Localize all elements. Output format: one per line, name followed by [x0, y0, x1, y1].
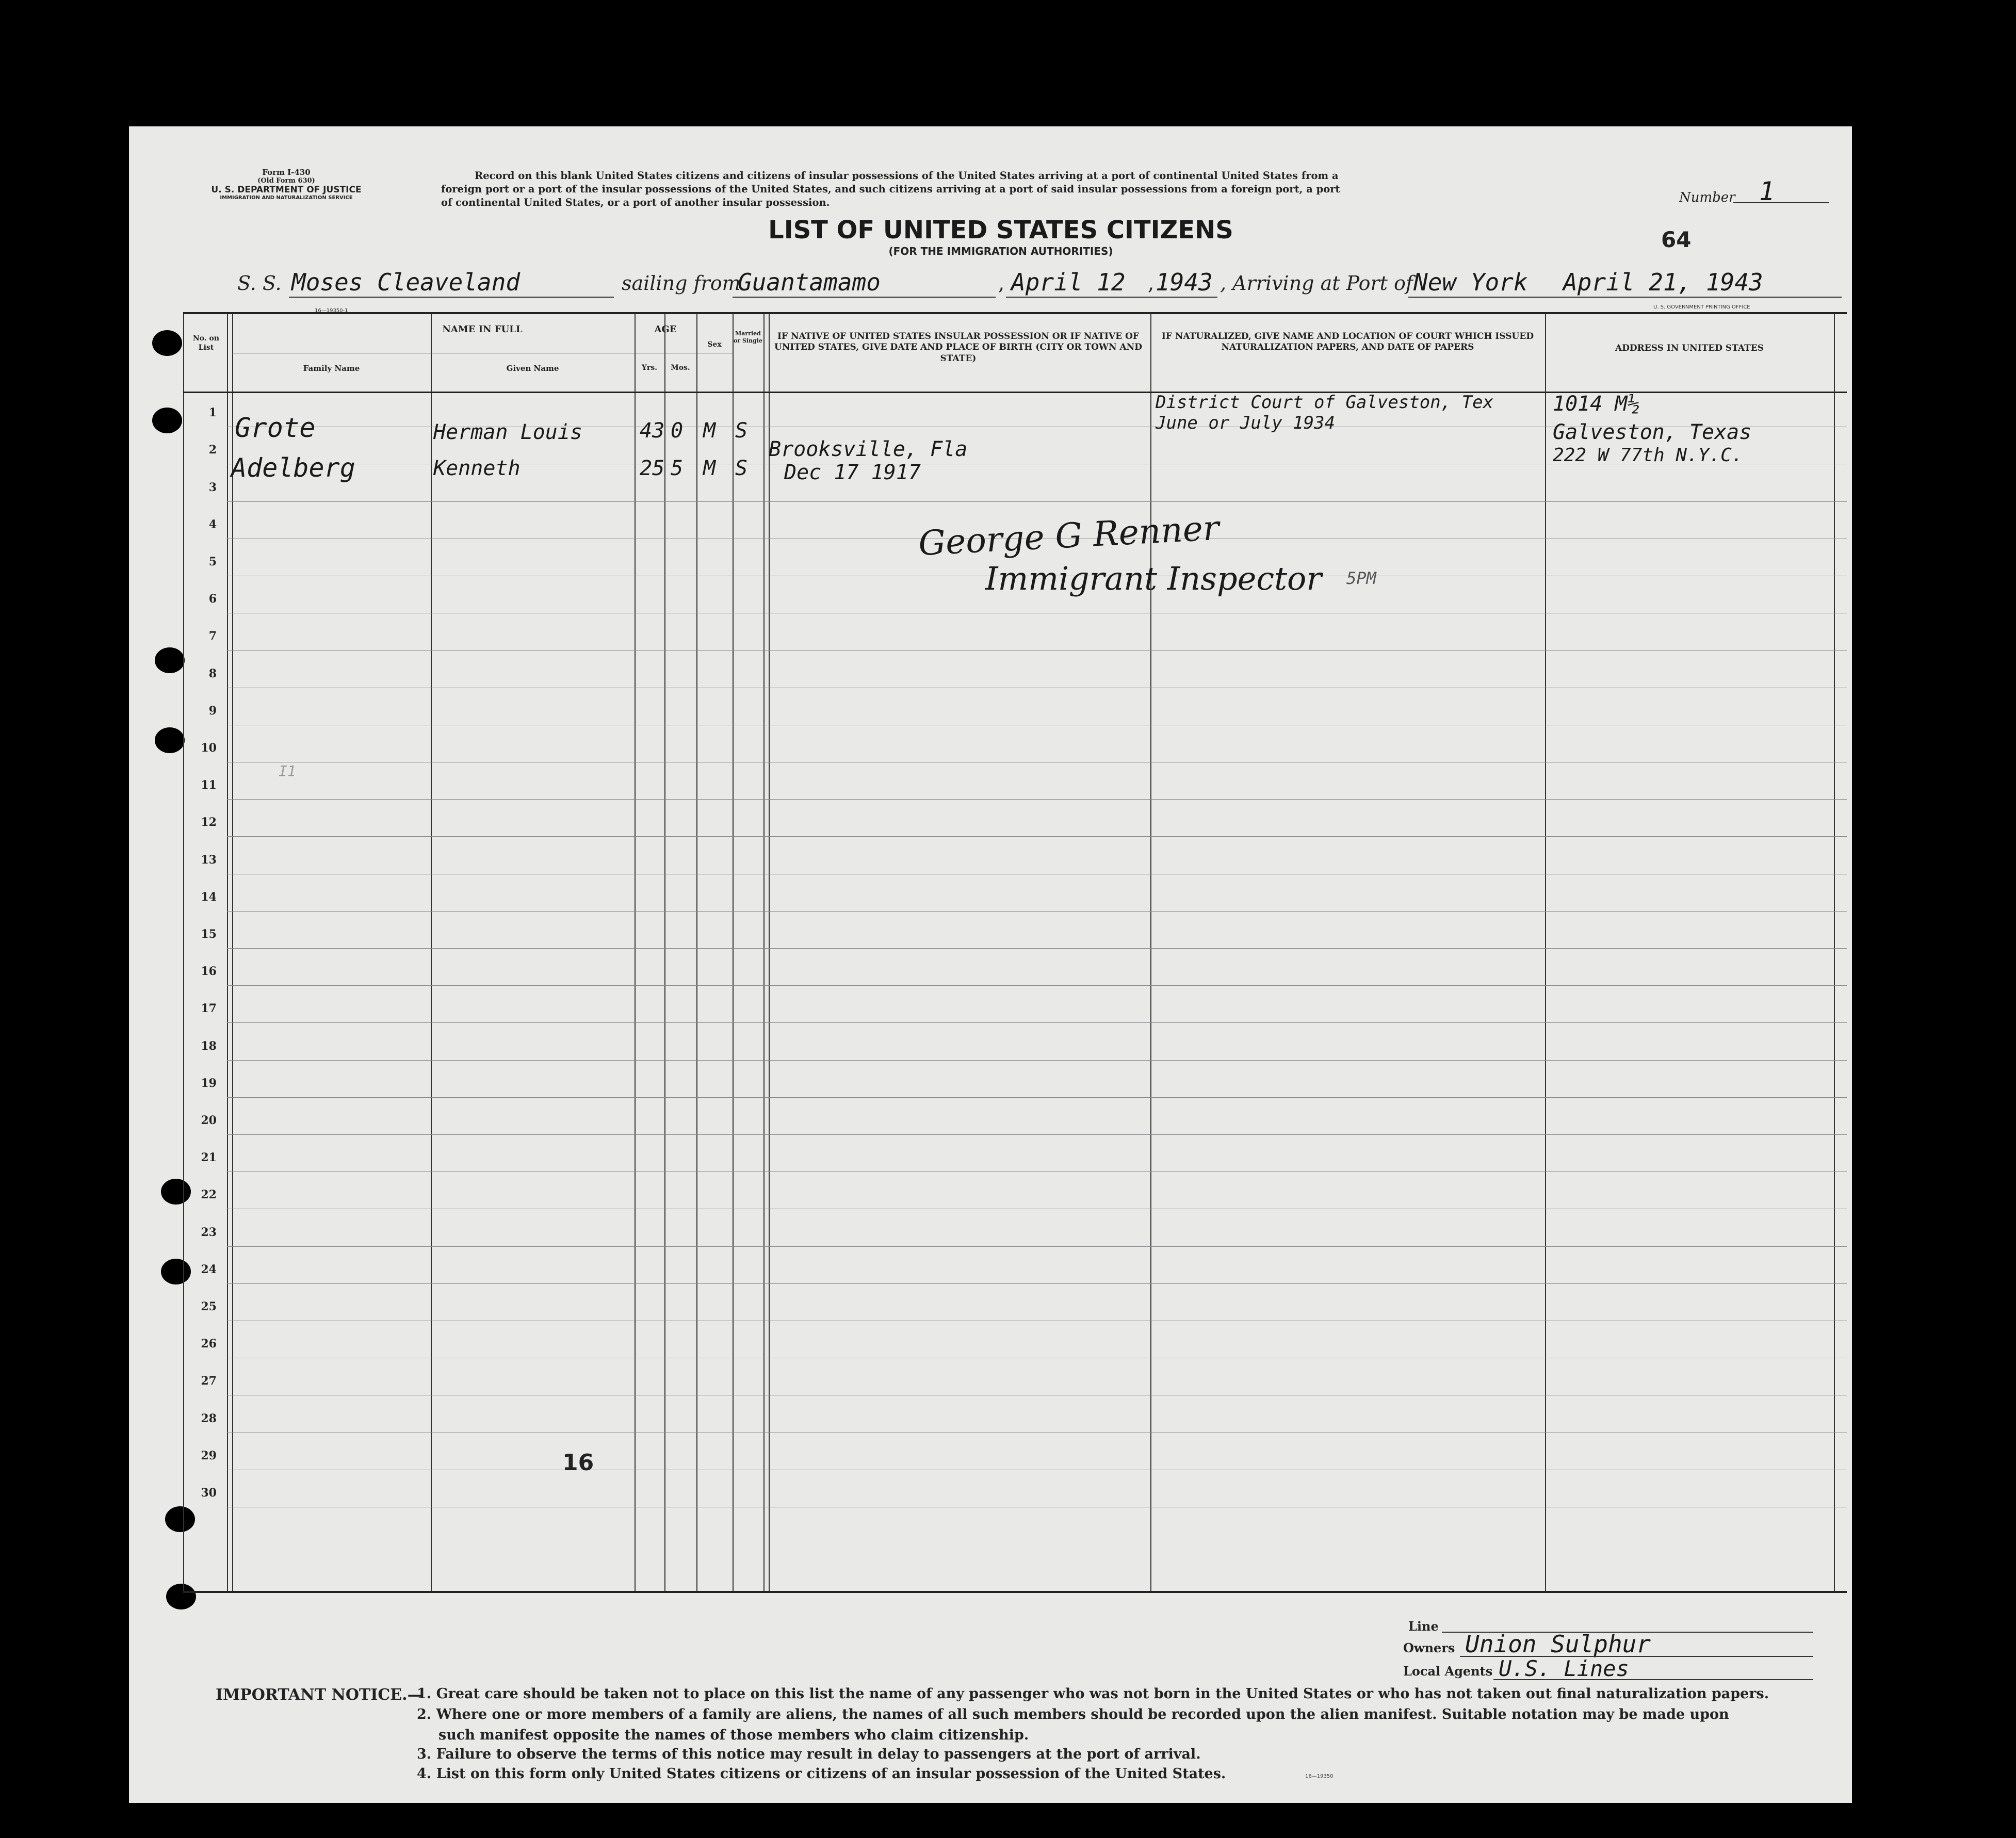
row-number: 2: [208, 443, 217, 457]
entry-2-sex: M: [703, 457, 716, 480]
row-line: [227, 1283, 1847, 1284]
column-divider: [769, 314, 770, 1591]
row-number: 13: [201, 853, 217, 867]
entry-1-naturalization-1: District Court of Galveston, Tex: [1156, 392, 1494, 413]
column-divider: [183, 314, 184, 1591]
notice-heading: IMPORTANT NOTICE.—: [216, 1686, 423, 1704]
department: U. S. DEPARTMENT OF JUSTICE: [211, 185, 362, 195]
margin-note: I1: [279, 762, 296, 779]
header-no-on-list: No. on List: [192, 334, 220, 352]
departure-underline: [733, 297, 996, 298]
notice-item-3: 3. Failure to observe the terms of this notice may result in delay to passengers at the port of arrival.: [417, 1746, 1201, 1762]
row-line: [227, 1246, 1847, 1247]
notice-item-4: 4. List on this form only United States citizens or citizens of an insular possession of the United States.: [417, 1766, 1226, 1782]
header-name-in-full: NAME IN FULL: [442, 324, 523, 335]
entry-2-family-name: Adelberg: [231, 453, 355, 483]
row-number: 1: [208, 406, 217, 420]
bottom-print-code: 16—19350: [1305, 1774, 1334, 1779]
entry-1-given-name: Herman Louis: [433, 420, 582, 444]
ship-name: Moses Cleaveland: [291, 268, 521, 296]
entry-1-naturalization-2: June or July 1934: [1156, 413, 1335, 433]
header-given-name: Given Name: [506, 364, 559, 373]
instruction-line: Record on this blank United States citizens and citizens of insular possessions of the United States arriving at a port of continental United States from a: [475, 170, 1339, 182]
line-label: Line: [1408, 1619, 1439, 1634]
entry-1-sex: M: [703, 419, 716, 443]
owners-label: Owners: [1403, 1640, 1455, 1655]
row-line: [227, 911, 1847, 912]
row-line: [227, 985, 1847, 986]
departure-port: Guantamamo: [738, 268, 881, 296]
old-form-number: (Old Form 630): [257, 177, 315, 185]
entry-1-marital: S: [735, 419, 748, 443]
row-number: 23: [201, 1225, 217, 1239]
row-line: [227, 1097, 1847, 1098]
row-number: 21: [201, 1151, 217, 1165]
column-divider: [431, 314, 432, 1591]
gpo-imprint: U. S. GOVERNMENT PRINTING OFFICE: [1653, 304, 1750, 310]
punch-hole: [155, 647, 185, 673]
entry-2-birth-2: Dec 17 1917: [784, 461, 921, 484]
row-number: 20: [201, 1113, 217, 1127]
entry-1-age-mos: 0: [671, 419, 684, 443]
column-divider: [1834, 314, 1835, 1591]
row-line: [227, 1134, 1847, 1135]
signature-time: 5PM: [1346, 568, 1376, 588]
column-divider: [763, 314, 765, 1591]
citizens-table: [183, 312, 1847, 1593]
row-line: [227, 501, 1847, 502]
arriving-label: , Arriving at Port of: [1220, 272, 1413, 295]
entry-2-address: 222 W 77th N.Y.C.: [1553, 445, 1743, 466]
header-family-name: Family Name: [303, 364, 360, 373]
owners-value: Union Sulphur: [1465, 1630, 1651, 1658]
entry-1-address-2: Galveston, Texas: [1553, 420, 1752, 444]
entry-2-birth-1: Brooksville, Fla: [769, 437, 968, 461]
row-number: 25: [201, 1299, 217, 1313]
page-subtitle: (FOR THE IMMIGRATION AUTHORITIES): [888, 245, 1113, 257]
form-info: [183, 168, 389, 201]
ship-name-underline: [289, 297, 614, 298]
agents-underline: [1493, 1679, 1813, 1680]
page-stamp: 64: [1661, 227, 1692, 252]
row-number: 29: [201, 1449, 217, 1462]
row-number: 17: [201, 1002, 217, 1016]
row-number: 9: [208, 704, 217, 718]
row-number: 14: [201, 890, 217, 904]
punch-hole: [152, 330, 182, 356]
header-address: ADDRESS IN UNITED STATES: [1615, 343, 1764, 353]
punch-hole: [155, 727, 185, 753]
row-line: [227, 1060, 1847, 1061]
service: IMMIGRATION AND NATURALIZATION SERVICE: [220, 195, 353, 201]
row-number: 11: [201, 778, 217, 792]
print-code: 16—19350-1: [315, 308, 348, 314]
column-divider: [733, 314, 734, 1591]
row-number: 15: [201, 927, 217, 941]
page-title: LIST OF UNITED STATES CITIZENS: [768, 216, 1233, 245]
header-married-or-single: Married or Single: [734, 330, 762, 344]
row-number: 22: [201, 1188, 217, 1202]
row-number: 6: [208, 592, 217, 606]
entry-2-marital: S: [735, 457, 748, 480]
notice-item-1: 1. Great care should be taken not to place on this list the name of any passenger who was not born in the United States or who has not taken out final naturalization papers.: [417, 1686, 1769, 1702]
header-sex: Sex: [707, 340, 722, 349]
departure-date: April 12: [1011, 268, 1126, 296]
column-divider: [635, 314, 636, 1591]
inspector-signature: George G Renner: [917, 508, 1221, 564]
header-birth-info: IF NATIVE OF UNITED STATES INSULAR POSSESSION OR IF NATIVE OF UNITED STATES, GIVE DATE AND PLACE OF BIRTH (CITY OR TOWN AND STATE): [774, 331, 1142, 364]
entry-1-address-1: 1014 M½: [1553, 392, 1640, 416]
column-divider: [664, 314, 665, 1591]
instruction-text: [441, 169, 1586, 209]
departure-year: 1943: [1156, 268, 1213, 296]
row-number: 24: [201, 1262, 217, 1276]
column-divider: [227, 314, 228, 1591]
column-divider: [1150, 314, 1151, 1591]
entry-2-given-name: Kenneth: [433, 457, 521, 480]
row-number: 12: [201, 816, 217, 829]
arrival-underline: [1408, 297, 1842, 298]
comma-1: ,: [998, 272, 1005, 295]
row-line: [227, 1022, 1847, 1023]
row-number: 5: [208, 555, 217, 568]
page-count-stamp: 16: [562, 1450, 594, 1476]
form-number: Form I-430: [262, 168, 311, 177]
number-value: 1: [1759, 176, 1775, 206]
notice-item-2: 2. Where one or more members of a family are aliens, the names of all such members should be recorded upon the alien manifest. Suitable notation may be made upon: [417, 1706, 1729, 1722]
row-number: 26: [201, 1337, 217, 1351]
entry-2-age-yrs: 25: [640, 457, 665, 480]
date-underline: [1006, 297, 1217, 298]
header-naturalization: IF NATURALIZED, GIVE NAME AND LOCATION OF COURT WHICH ISSUED NATURALIZATION PAPERS, AND DATE OF PAPERS: [1161, 331, 1534, 353]
column-divider: [696, 314, 697, 1591]
row-number: 3: [208, 480, 217, 494]
arrival-date: April 21, 1943: [1563, 268, 1763, 296]
punch-hole: [152, 408, 182, 433]
header-yrs: Yrs.: [641, 364, 658, 372]
row-line: [227, 836, 1847, 837]
entry-2-age-mos: 5: [671, 457, 684, 480]
instruction-line: foreign port or a port of the insular possessions of the United States, and such citizens arriving at a port of said insular possessions from a foreign port, a port: [441, 183, 1340, 195]
row-number: 30: [201, 1486, 217, 1500]
row-number: 7: [208, 629, 217, 643]
agents-label: Local Agents: [1403, 1664, 1493, 1679]
column-divider: [232, 314, 233, 1591]
number-underline: [1733, 202, 1829, 203]
arrival-port: New York: [1413, 268, 1528, 296]
row-line: [227, 948, 1847, 949]
column-divider: [1545, 314, 1546, 1591]
entry-1-age-yrs: 43: [640, 419, 665, 443]
agents-value: U.S. Lines: [1499, 1656, 1629, 1681]
row-number: 19: [201, 1076, 217, 1090]
row-number: 18: [201, 1039, 217, 1053]
ss-prefix: S. S.: [237, 272, 282, 295]
inspector-title: Immigrant Inspector: [985, 560, 1322, 597]
comma-2: ,: [1148, 272, 1155, 295]
row-number: 4: [208, 517, 217, 531]
instruction-line: of continental United States, or a port of another insular possession.: [441, 197, 830, 208]
notice-item-2-cont: such manifest opposite the names of those members who claim citizenship.: [438, 1727, 1029, 1743]
sailing-from-label: sailing from: [622, 272, 741, 295]
header-age: AGE: [654, 324, 677, 335]
entry-1-family-name: Grote: [235, 413, 316, 444]
row-line: [227, 799, 1847, 800]
row-number: 8: [208, 666, 217, 680]
row-number: 16: [201, 965, 217, 979]
row-number: 10: [201, 741, 217, 755]
row-number: 27: [201, 1374, 217, 1388]
header-mos: Mos.: [671, 364, 690, 372]
number-label: Number: [1679, 190, 1735, 205]
row-number: 28: [201, 1411, 217, 1425]
